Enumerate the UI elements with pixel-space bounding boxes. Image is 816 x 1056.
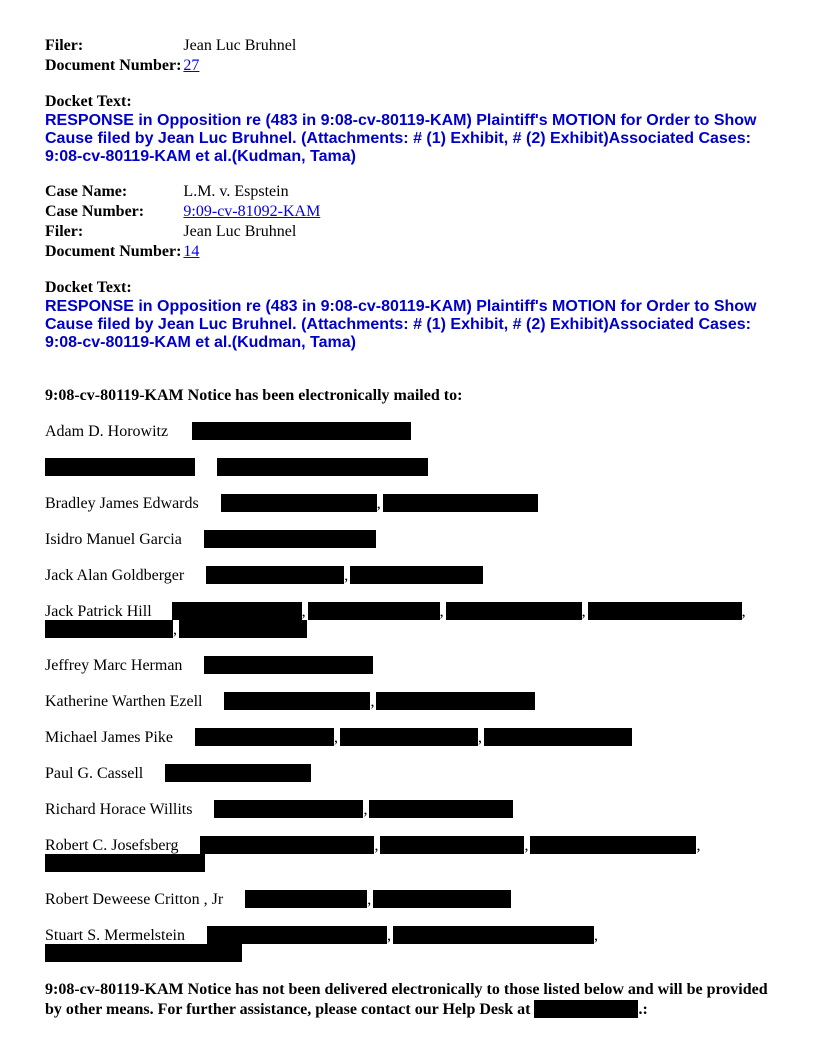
- filer-label: Filer:: [45, 223, 84, 240]
- document-number-label: Document Number:: [45, 243, 182, 260]
- redaction-block: [45, 854, 205, 872]
- footer-notice: [45, 980, 775, 1020]
- redaction-block: [45, 620, 173, 638]
- footer-text: 9:08-cv-80119-KAM Notice has not been delivered electronically to those listed below and will be provided by other means. For further assistance, please contact our Help Desk at: [45, 981, 768, 1018]
- redaction-block: [192, 422, 411, 440]
- redaction-block: [308, 602, 440, 620]
- redaction-block: [204, 656, 373, 674]
- redaction-block: [172, 602, 302, 620]
- docket-text-label: Docket Text:: [45, 279, 132, 296]
- document-number-link[interactable]: 14: [183, 243, 200, 260]
- recipient-name: Isidro Manuel Garcia: [45, 531, 182, 548]
- recipient-name: Richard Horace Willits: [45, 801, 193, 818]
- recipient-row: Richard Horace Willits ,: [45, 800, 513, 820]
- redaction-block: [206, 566, 344, 584]
- redaction-block: [340, 728, 478, 746]
- recipient-row: Jack Patrick Hill , , , ,: [45, 603, 746, 620]
- document-number-label: Document Number:: [45, 57, 182, 74]
- notice-heading: 9:08-cv-80119-KAM Notice has been electronically mailed to:: [45, 387, 463, 404]
- recipient-name: Jack Patrick Hill: [45, 603, 152, 620]
- footer-suffix: .:: [638, 1001, 648, 1018]
- case-number-label: Case Number:: [45, 203, 145, 220]
- redaction-block: [380, 836, 524, 854]
- recipient-row: [45, 656, 373, 676]
- recipient-row-continued: ,: [45, 620, 307, 640]
- recipient-row: [45, 764, 311, 784]
- recipient-name: Adam D. Horowitz: [45, 423, 169, 440]
- recipient-row: Robert Deweese Critton , Jr ,: [45, 890, 511, 910]
- recipient-name: Jack Alan Goldberger: [45, 567, 185, 584]
- docket-notice-page: [45, 36, 775, 368]
- recipient-row-redacted: [45, 458, 428, 478]
- recipient-row: Robert C. Josefsberg , , ,: [45, 837, 701, 854]
- recipient-name: Robert Deweese Critton , Jr: [45, 891, 224, 908]
- redaction-block: [245, 890, 367, 908]
- docket-text: RESPONSE in Opposition re (483 in 9:08-cv-80119-KAM) Plaintiff's MOTION for Order to Show Cause filed by Jean Luc Bruhnel. (Attachments: # (1) Exhibit, # (2) Exhibit)Associated Cases: 9:08-cv-80119-KAM et al.(Kudman, Tama): [45, 298, 757, 351]
- redaction-block: [217, 458, 428, 476]
- docket-text: RESPONSE in Opposition re (483 in 9:08-cv-80119-KAM) Plaintiff's MOTION for Order to Show Cause filed by Jean Luc Bruhnel. (Attachments: # (1) Exhibit, # (2) Exhibit)Associated Cases: 9:08-cv-80119-KAM et al.(Kudman, Tama): [45, 112, 757, 165]
- case-name-value: L.M. v. Espstein: [183, 183, 289, 200]
- recipient-row: [45, 422, 411, 442]
- redaction-block: [530, 836, 696, 854]
- recipient-name: Stuart S. Mermelstein: [45, 927, 185, 944]
- recipient-row: Bradley James Edwards ,: [45, 494, 538, 514]
- recipient-name: Bradley James Edwards: [45, 495, 199, 512]
- recipient-row-continued: [45, 944, 242, 964]
- redaction-block: [376, 692, 535, 710]
- redaction-block: [179, 620, 307, 638]
- recipient-row: Michael James Pike , ,: [45, 728, 632, 748]
- redaction-block: [204, 530, 376, 548]
- recipient-name: Robert C. Josefsberg: [45, 837, 179, 854]
- redaction-block: [165, 764, 311, 782]
- recipient-name: Paul G. Cassell: [45, 765, 144, 782]
- redaction-block: [383, 494, 538, 512]
- recipient-row: Katherine Warthen Ezell ,: [45, 692, 535, 712]
- redaction-block: [373, 890, 511, 908]
- redaction-block: [369, 800, 513, 818]
- recipient-row: Jack Alan Goldberger ,: [45, 566, 483, 586]
- filer-value: Jean Luc Bruhnel: [183, 37, 297, 54]
- docket-text-label: Docket Text:: [45, 93, 132, 110]
- entry-1-meta: [45, 36, 298, 76]
- recipient-name: Michael James Pike: [45, 729, 173, 746]
- redaction-block: [221, 494, 377, 512]
- case-name-label: Case Name:: [45, 183, 128, 200]
- redaction-block: [484, 728, 632, 746]
- redaction-block: [588, 602, 742, 620]
- filer-label: Filer:: [45, 37, 84, 54]
- redaction-block: [200, 836, 374, 854]
- redaction-block: [45, 458, 195, 476]
- redaction-block: [207, 926, 387, 944]
- redaction-block: [224, 692, 370, 710]
- document-number-link[interactable]: 27: [183, 57, 200, 74]
- redaction-block: [350, 566, 483, 584]
- redaction-block: [195, 728, 334, 746]
- recipient-name: Jeffrey Marc Herman: [45, 657, 183, 674]
- recipient-row: Stuart S. Mermelstein , ,: [45, 927, 598, 944]
- recipient-row-continued: [45, 854, 205, 874]
- redaction-block: [534, 1000, 638, 1018]
- recipient-row: [45, 530, 376, 550]
- redaction-block: [446, 602, 582, 620]
- redaction-block: [393, 926, 594, 944]
- redaction-block: [45, 944, 242, 962]
- redaction-block: [214, 800, 363, 818]
- entry-2-meta: [45, 182, 322, 262]
- case-number-link[interactable]: 9:09-cv-81092-KAM: [183, 203, 321, 220]
- filer-value: Jean Luc Bruhnel: [183, 223, 297, 240]
- recipient-name: Katherine Warthen Ezell: [45, 693, 203, 710]
